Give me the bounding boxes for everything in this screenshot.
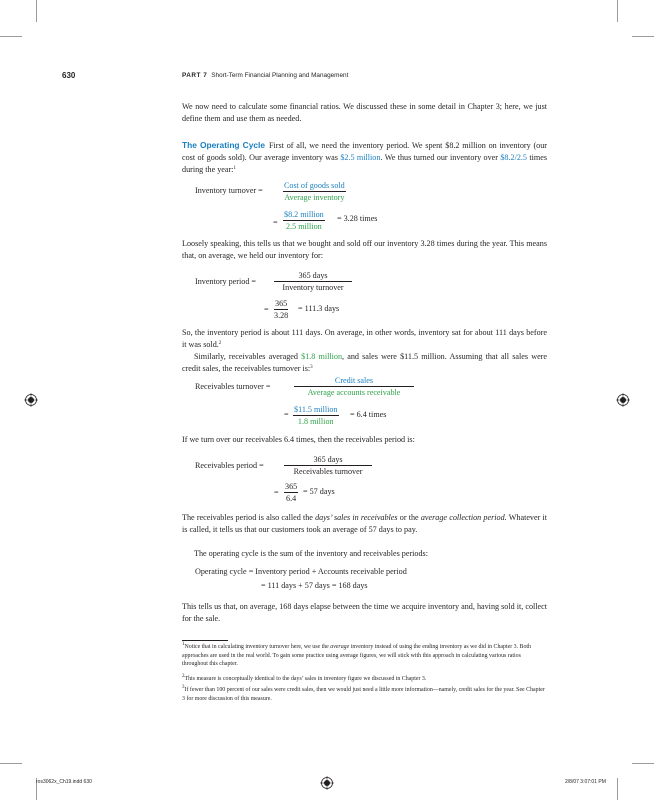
footnote-number: 1 — [182, 642, 185, 647]
fraction — [284, 481, 298, 504]
conclusion-paragraph: This tells us that, on average, 168 days elapse between the time we acquire inventory and, having sold it, collect for the sale. — [182, 602, 547, 623]
text-run: Similarly, receivables averaged — [194, 352, 302, 361]
equation-result: = 57 days — [303, 487, 335, 496]
text-run: First of all, we need the inventory period. We spent $8.2 million on inventory (our cost of goods sold). Our average inventory was — [182, 141, 547, 162]
fraction-numerator: 365 — [285, 482, 298, 491]
equation-label: Receivables period = — [195, 461, 264, 470]
registration-mark-icon — [320, 776, 334, 790]
fraction-numerator: 365 — [275, 299, 288, 308]
equation-result: = 111.3 days — [298, 304, 340, 313]
sum-paragraph: The operating cycle is the sum of the inventory and receivables periods: — [194, 549, 428, 558]
footnote-ref: 3 — [310, 365, 313, 370]
footnote-ref: 2 — [218, 341, 222, 346]
footnote-number: 3 — [182, 685, 185, 690]
fraction-denominator: 1.8 million — [297, 417, 334, 426]
text-run: inventory instead of using the ending inventory as we did in Chapter 3. Both approaches are used in the real world. To gain some practice using average figures, we will stick with this approach in calculating various ratios throughout this chapter. — [182, 644, 531, 668]
text-run: The receivables period is also called the — [182, 513, 316, 522]
intro-paragraph: We now need to calculate some financial ratios. We discussed these in some detail in Chapter 3; here, we just define them and use them as needed. — [182, 102, 547, 123]
fraction-denominator: Average inventory — [284, 193, 345, 202]
fraction-numerator: $11.5 million — [294, 405, 338, 414]
similarly-paragraph — [182, 351, 547, 375]
equals-sign: = — [284, 410, 289, 419]
fraction-denominator: 2.5 million — [286, 222, 322, 231]
term-average-collection-period: average collection period. — [420, 513, 507, 522]
footnote-1 — [182, 643, 547, 669]
fraction-denominator: Average accounts receivable — [307, 388, 401, 397]
crop-mark — [0, 763, 22, 764]
crop-mark — [0, 36, 22, 37]
fraction-numerator: Cost of goods sold — [284, 181, 345, 190]
equals-sign: = — [274, 488, 279, 497]
crop-mark — [632, 36, 654, 37]
text-run: So, the inventory period is about 111 days. On average, in other words, inventory sat for about 111 days before it was sold. — [182, 328, 547, 349]
fraction-numerator: $8.2 million — [284, 210, 324, 219]
text-run: average — [330, 644, 350, 650]
fraction — [274, 270, 352, 293]
fraction — [294, 375, 414, 398]
text-run: times during the year: — [182, 153, 547, 174]
so-paragraph — [182, 327, 547, 351]
operating-cycle-equation: Operating cycle = Inventory period + Accounts receivable period — [195, 567, 407, 576]
equals-sign: = — [273, 218, 278, 227]
fraction — [284, 454, 372, 477]
operating-cycle-result: = 111 days + 57 days = 168 days — [261, 581, 368, 590]
crop-mark — [617, 0, 618, 22]
text-run: . We thus turned our inventory over — [380, 153, 501, 162]
equation-label: Receivables turnover = — [195, 382, 271, 391]
fraction-denominator: 3.28 — [274, 311, 289, 320]
fraction-numerator: 365 days — [284, 454, 372, 466]
footnote-ref: 1 — [233, 166, 236, 171]
text-run: , and sales were $11.5 million. Assuming that all sales were credit sales, the receivables turnover is: — [182, 352, 547, 373]
equals-sign: = — [264, 305, 269, 314]
footnote-number: 2 — [182, 674, 185, 679]
fraction-denominator: Inventory turnover — [282, 283, 344, 292]
crop-mark — [617, 778, 618, 800]
highlight-cogs: $8.2 — [500, 153, 515, 162]
section-heading: The Operating Cycle — [182, 140, 266, 150]
registration-mark-icon — [616, 393, 630, 407]
also-paragraph — [182, 512, 547, 536]
equation-result: = 6.4 times — [350, 410, 387, 419]
page-number: 630 — [62, 71, 76, 80]
running-header — [182, 72, 348, 79]
loosely-paragraph: Loosely speaking, this tells us that we bought and sold off our inventory 3.28 times during the year. This means that, on average, we held our inventory for: — [182, 239, 547, 260]
slug-timestamp: 2/8/07 3:07:01 PM — [565, 779, 606, 785]
footnote-rule — [182, 640, 228, 641]
highlight-inventory: /2.5 — [514, 153, 527, 162]
fraction — [293, 404, 339, 427]
text-run: This measure is conceptually identical to the days’ sales in inventory figure we discussed in Chapter 3. — [184, 676, 427, 682]
slug-filename: ros3062x_Ch19.indd 630 — [36, 779, 92, 785]
crop-mark — [632, 763, 654, 764]
footnote-2 — [182, 675, 547, 684]
fraction — [283, 209, 325, 232]
equation-label: Inventory period = — [195, 277, 256, 286]
text-run: or the — [397, 513, 421, 522]
equation-label: Inventory turnover = — [195, 186, 263, 195]
fraction-denominator: Receivables turnover — [293, 467, 363, 476]
term-days-sales: days’ sales in receivables — [315, 513, 398, 522]
fraction-denominator: 6.4 — [286, 494, 297, 503]
registration-mark-icon — [24, 393, 38, 407]
part-title: Short-Term Financial Planning and Management — [211, 72, 349, 79]
highlight-receivables: $1.8 million — [301, 352, 343, 361]
fraction — [283, 180, 346, 203]
fraction-numerator: 365 days — [274, 270, 352, 282]
footnote-3 — [182, 686, 547, 703]
text-run: Notice that in calculating inventory turnover here, we use the — [184, 644, 331, 650]
operating-cycle-paragraph — [182, 139, 547, 176]
text-run: Whatever it is called, it tells us that our customers took an average of 57 days to pay. — [182, 513, 548, 534]
fraction-numerator: Credit sales — [294, 375, 414, 387]
highlight-average-inventory: $2.5 million — [340, 153, 381, 162]
part-label: PART 7 — [182, 72, 208, 79]
if-paragraph: If we turn over our receivables 6.4 times, then the receivables period is: — [182, 435, 415, 444]
equation-result: = 3.28 times — [337, 214, 378, 223]
text-run: If fewer than 100 percent of our sales were credit sales, then we would just need a little more information—namely, credit sales for the year. See Chapter 3 for more discussion of this measure. — [182, 687, 545, 702]
crop-mark — [36, 0, 37, 22]
fraction — [274, 298, 288, 321]
